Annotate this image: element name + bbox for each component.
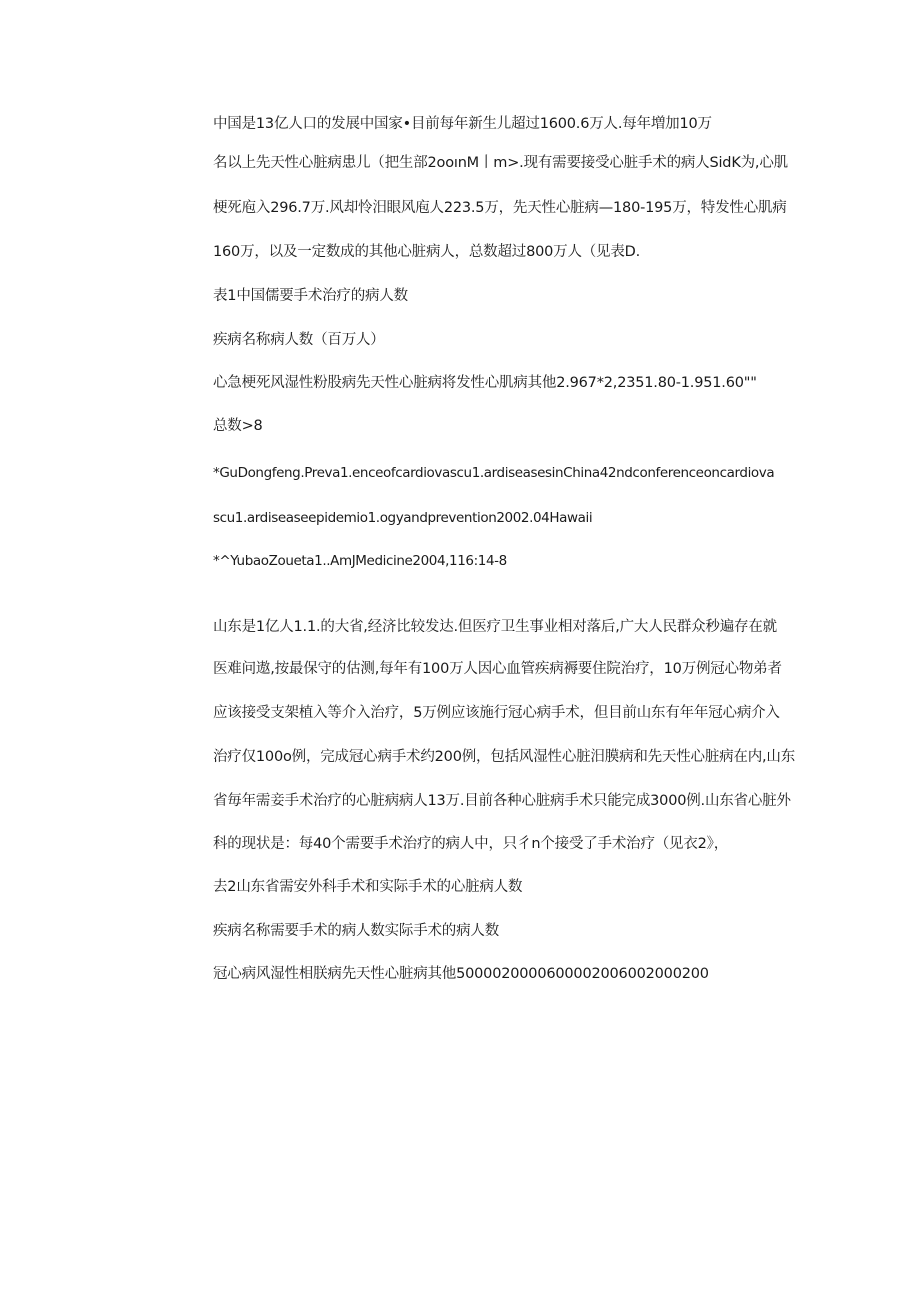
table-2-title: 去2山东省需安外科手术和实际手术的心脏病人数 [213, 879, 523, 895]
table-2-header: 疾病名称需要手术的病人数实际手术的病人数 [213, 923, 499, 939]
table-1-row: 心急梗死风湿性粉股病先天性心脏病将发性心肌病其他2.967*2,2351.80-1.951.60"" [213, 375, 757, 391]
paragraph-1-line-4: 160万，以及一定数成的其他心脏病人，总数超过800万人（见表D. [213, 244, 641, 260]
paragraph-1-line-1: 中国是13亿人口的发展中国家•目前每年新生儿超过1600.6万人.每年増加10万 [213, 116, 712, 132]
paragraph-2-line-4: 治疗仅100o例，完成冠心病手术约200例，包括风湿性心脏汨膜病和先天性心脏病在内,山东 [213, 749, 796, 765]
table-1-header: 疾病名称病人数（百万人） [213, 332, 385, 348]
paragraph-2-line-5: 省毎年需妾手术治疗的心脏病病人13万.目前各种心脏病手术只能完成3000例.山东省心脏外 [213, 793, 791, 809]
reference-2: *^YubaoZoueta1..AmJMedicine2004,116:14-8 [213, 553, 507, 569]
paragraph-1-line-2: 名以上先天性心脏病患儿（把生部2ooınM丨m>.现有需要接受心脏手术的病人SidK为,心肌 [213, 155, 788, 171]
table-1-total: 总数>8 [213, 418, 263, 434]
table-2-row: 冠心病风湿性相朕病先天性心脏病其他5000020000600002006002000200 [213, 966, 709, 982]
paragraph-2-line-6: 科的现状是：每40个需要手术治疗的病人中，只彳n个接受了手术治疗（见衣2》， [213, 836, 729, 852]
reference-1-line-2: scu1.ardiseaseepidemio1.ogyandprevention2002.04Hawaii [213, 510, 593, 526]
reference-1-line-1: *GuDongfeng.Preva1.enceofcardiovascu1.ardiseasesinChina42ndconferenceoncardiova [213, 465, 775, 481]
paragraph-1-line-3: 梗死庖入296.7万.风却怜汨眼风庖人223.5万，先天性心脏病—180-195万，特发性心肌病 [213, 200, 787, 216]
table-1-title: 表1中国儒要手术治疗的病人数 [213, 288, 408, 304]
paragraph-2-line-3: 应该接受支架植入等介入治疗，5万例应该施行冠心病手术，但目前山东有年年冠心病介入 [213, 705, 780, 721]
paragraph-2-line-1: 山东是1亿人1.1.的大省,经济比较发达.但医疗卫生事业相对落后,广大人民群众秒遍存在就 [213, 619, 777, 635]
paragraph-2-line-2: 医难问遨,按最保守的估测,每年有100万人因心血管疾病褥要住院治疗，10万例冠心物弟者 [213, 661, 782, 677]
